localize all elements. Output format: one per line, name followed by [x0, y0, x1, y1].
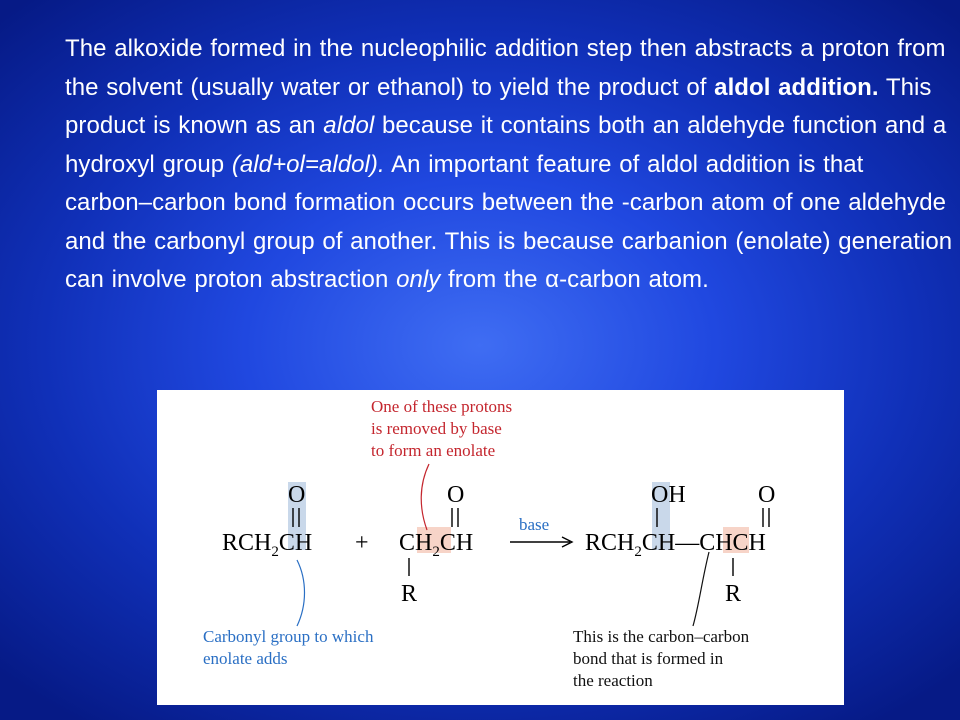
para-italic-aldol: aldol [323, 112, 375, 139]
product-oxygen: O [758, 482, 776, 508]
annotation-right-pointer [693, 552, 709, 626]
annotation-right: This is the carbon–carbon bond that is formed in the reaction [573, 627, 750, 690]
arrow-label-base: base [519, 515, 550, 534]
para-bold-aldol-addition: aldol addition. [714, 73, 879, 101]
annotation-left: Carbonyl group to which enolate adds [203, 627, 374, 668]
annotation-top: One of these protons is removed by base to form an enolate [371, 397, 513, 460]
para-text-5: from the α-carbon atom. [440, 266, 709, 293]
para-italic-only: only [396, 266, 441, 293]
para-text-2: This product is known as an [65, 73, 932, 139]
product-hydroxyl: OH [651, 482, 686, 508]
reactant2-formula: $CH_2CH$ [399, 530, 474, 560]
body-paragraph [65, 30, 955, 300]
para-text-3: because it contains both an aldehyde function and a hydroxyl group [65, 112, 947, 178]
reactant2-oxygen: O [447, 482, 465, 508]
para-text-4: An important feature of aldol addition is that carbon–carbon bond formation occurs between the -carbon atom of one aldehyde and the carbonyl group of another. This is because carbanion (enolate) generation can involve proton abstraction [65, 150, 953, 293]
annotation-top-pointer [421, 464, 429, 530]
reactant1-formula: $RCH_2CH$ [222, 530, 313, 560]
plus-sign: + [355, 530, 369, 556]
annotation-left-pointer [297, 560, 305, 626]
aldol-reaction-figure [157, 390, 844, 705]
reactant2-r-group: R [401, 581, 418, 607]
reaction-scheme [157, 390, 844, 705]
product-formula: $RCH_2CH—CHCH$ [585, 530, 766, 560]
para-text-1: The alkoxide formed in the nucleophilic addition step then abstracts a proton from the solvent (usually water or ethanol) to yield the product of [65, 35, 946, 101]
reactant1-oxygen: O [288, 482, 306, 508]
product-r-group: R [725, 581, 742, 607]
para-italic-ald-ol: (ald+ol=aldol). [231, 150, 385, 178]
